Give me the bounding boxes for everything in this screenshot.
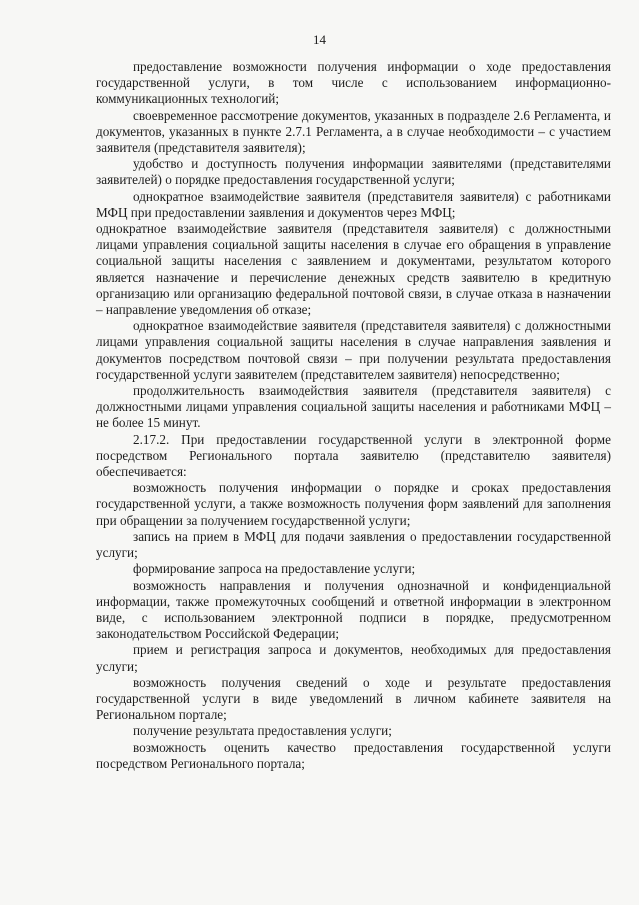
paragraph: 2.17.2. При предоставлении государственной услуги в электронной форме посредством Регионального портала заявителю (представителю заявителя) обеспечивается: xyxy=(96,431,611,480)
paragraph: однократное взаимодействие заявителя (представителя заявителя) с должностными лицами управления социальной защиты населения в случае направления заявления и документов посредством почтовой связи – при получении результата предоставления государственной услуги заявителем (представителем заявителя) непосредственно; xyxy=(96,318,611,382)
paragraph: предоставление возможности получения информации о ходе предоставления государственной услуги, в том числе с использованием информационно-коммуникационных технологий; xyxy=(96,59,611,107)
paragraph: возможность оценить качество предоставления государственной услуги посредством Регионального портала; xyxy=(96,739,611,771)
paragraph: прием и регистрация запроса и документов, необходимых для предоставления услуги; xyxy=(96,642,611,674)
paragraph: формирование запроса на предоставление услуги; xyxy=(133,561,416,577)
paragraph: возможность получения информации о порядке и сроках предоставления государственной услуги, а также возможность получения форм заявлений для заполнения при обращении за получением государственной услуги; xyxy=(96,480,611,528)
paragraph: возможность получения сведений о ходе и результате предоставления государственной услуги в виде уведомлений в личном кабинете заявителя на Региональном портале; xyxy=(96,674,611,723)
paragraph: своевременное рассмотрение документов, указанных в подразделе 2.6 Регламента, и документов, указанных в пункте 2.7.1 Регламента, а в случае необходимости – с участием заявителя (представителя заявителя); xyxy=(96,107,611,156)
paragraph: возможность направления и получения однозначной и конфиденциальной информации, также промежуточных сообщений и ответной информации в электронном виде, с использованием электронной подписи в порядке, предусмотренном законодательством Российской Федерации; xyxy=(96,577,611,642)
paragraph: получение результата предоставления услуги; xyxy=(133,723,392,739)
document-body xyxy=(96,59,611,772)
paragraph: запись на прием в МФЦ для подачи заявления о предоставлении государственной услуги; xyxy=(96,528,611,561)
paragraph: однократное взаимодействие заявителя (представителя заявителя) с должностными лицами управления социальной защиты населения в случае его обращения в управление социальной защиты населения с заявлением и документами, результатом которого является назначение и перечисление денежных средств заявителю в кредитную организацию или организацию федеральной почтовой связи, в случае отказа в назначении – направление уведомления об отказе; xyxy=(96,221,611,318)
page-number: 14 xyxy=(313,32,326,47)
paragraph: продолжительность взаимодействия заявителя (представителя заявителя) с должностными лицами управления социальной защиты населения и работниками МФЦ – не более 15 минут. xyxy=(96,383,611,431)
paragraph: удобство и доступность получения информации заявителями (представителями заявителей) о порядке предоставления государственной услуги; xyxy=(96,156,611,188)
paragraph: однократное взаимодействие заявителя (представителя заявителя) с работниками МФЦ при предоставлении заявления и документов через МФЦ; xyxy=(96,188,611,220)
